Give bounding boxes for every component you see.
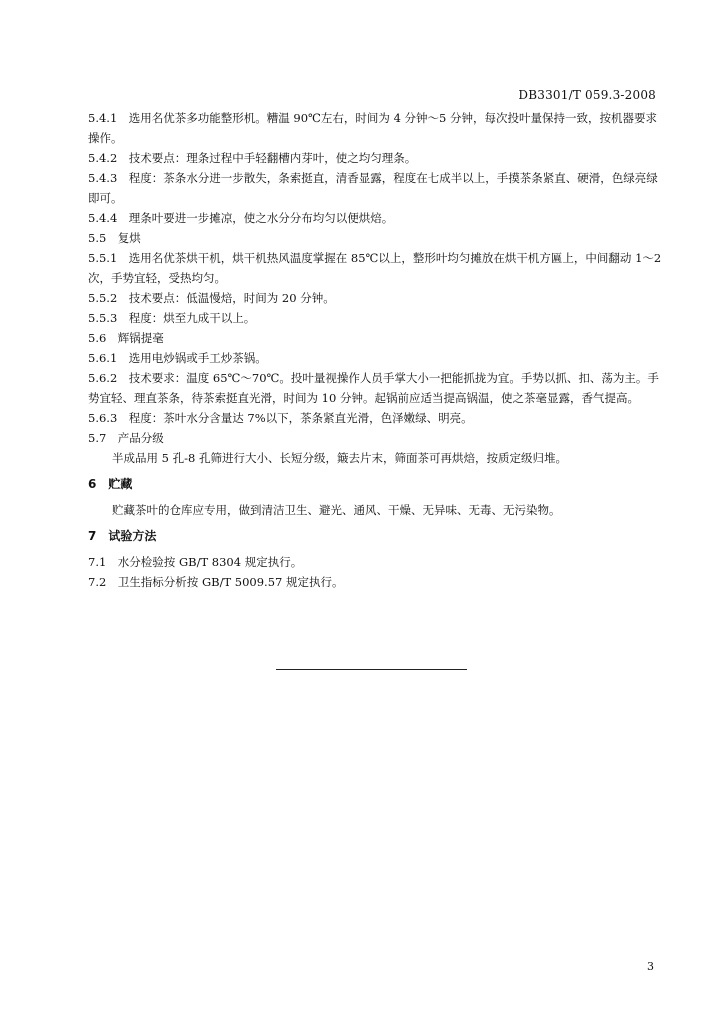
- document-body: [88, 108, 664, 592]
- clause-5-6-3: 5.6.3 程度：茶叶水分含量达 7%以下，茶条紧直光滑，色泽嫩绿、明亮。: [88, 411, 473, 425]
- section-5-7-text: 半成品用 5 孔-8 孔筛进行大小、长短分级，簸去片末，筛面茶可再烘焙，按质定级归堆。: [112, 451, 567, 465]
- section-5-6-title: 5.6 辉锅提毫: [88, 331, 164, 345]
- end-divider-line: [276, 669, 467, 670]
- clause-5-5-1: 5.5.1 选用名优茶烘干机，烘干机热风温度掌握在 85℃以上，整形叶均匀摊放在烘干机方匾上，中间翻动 1～2 次，手势宜轻，受热均匀。: [88, 251, 662, 285]
- clause-5-5-3: 5.5.3 程度：烘至九成干以上。: [88, 311, 256, 325]
- clause-7-2: 7.2 卫生指标分析按 GB/T 5009.57 规定执行。: [88, 575, 344, 589]
- section-6-heading: 6 贮藏: [88, 477, 133, 491]
- section-7-heading: 7 试验方法: [88, 529, 157, 543]
- section-6-text: 贮藏茶叶的仓库应专用，做到清洁卫生、避光、通风、干燥、无异味、无毒、无污染物。: [112, 503, 561, 517]
- clause-5-6-1: 5.6.1 选用电炒锅或手工炒茶锅。: [88, 351, 267, 365]
- clause-7-1: 7.1 水分检验按 GB/T 8304 规定执行。: [88, 555, 303, 569]
- page-number: 3: [647, 960, 654, 973]
- clause-5-4-3: 5.4.3 程度：茶条水分进一步散失，条索挺直，清香显露，程度在七成半以上，手摸茶条紧直、硬滑，色绿亮绿即可。: [88, 171, 658, 205]
- clause-5-5-2: 5.5.2 技术要点：低温慢焙，时间为 20 分钟。: [88, 291, 335, 305]
- clause-5-4-2: 5.4.2 技术要点：理条过程中手轻翻槽内芽叶，使之均匀理条。: [88, 151, 417, 165]
- clause-5-4-1: 5.4.1 选用名优茶多功能整形机。糟温 90℃左右，时间为 4 分钟～5 分钟，每次投叶量保持一致，按机器要求操作。: [88, 111, 658, 145]
- clause-5-6-2: 5.6.2 技术要求：温度 65℃～70℃。投叶量视操作人员手掌大小一把能抓拢为宜。手势以抓、扣、荡为主。手势宜轻、理直茶条，待茶索挺直光滑，时间为 10 分钟。起锅前应适当提高锅温，使之茶毫显露，香气提高。: [88, 371, 659, 405]
- clause-5-4-4: 5.4.4 理条叶要进一步摊凉，使之水分分布均匀以便烘焙。: [88, 211, 394, 225]
- section-5-5-title: 5.5 复烘: [88, 231, 141, 245]
- section-5-7-title: 5.7 产品分级: [88, 431, 164, 445]
- standard-code: DB3301/T 059.3-2008: [518, 88, 656, 102]
